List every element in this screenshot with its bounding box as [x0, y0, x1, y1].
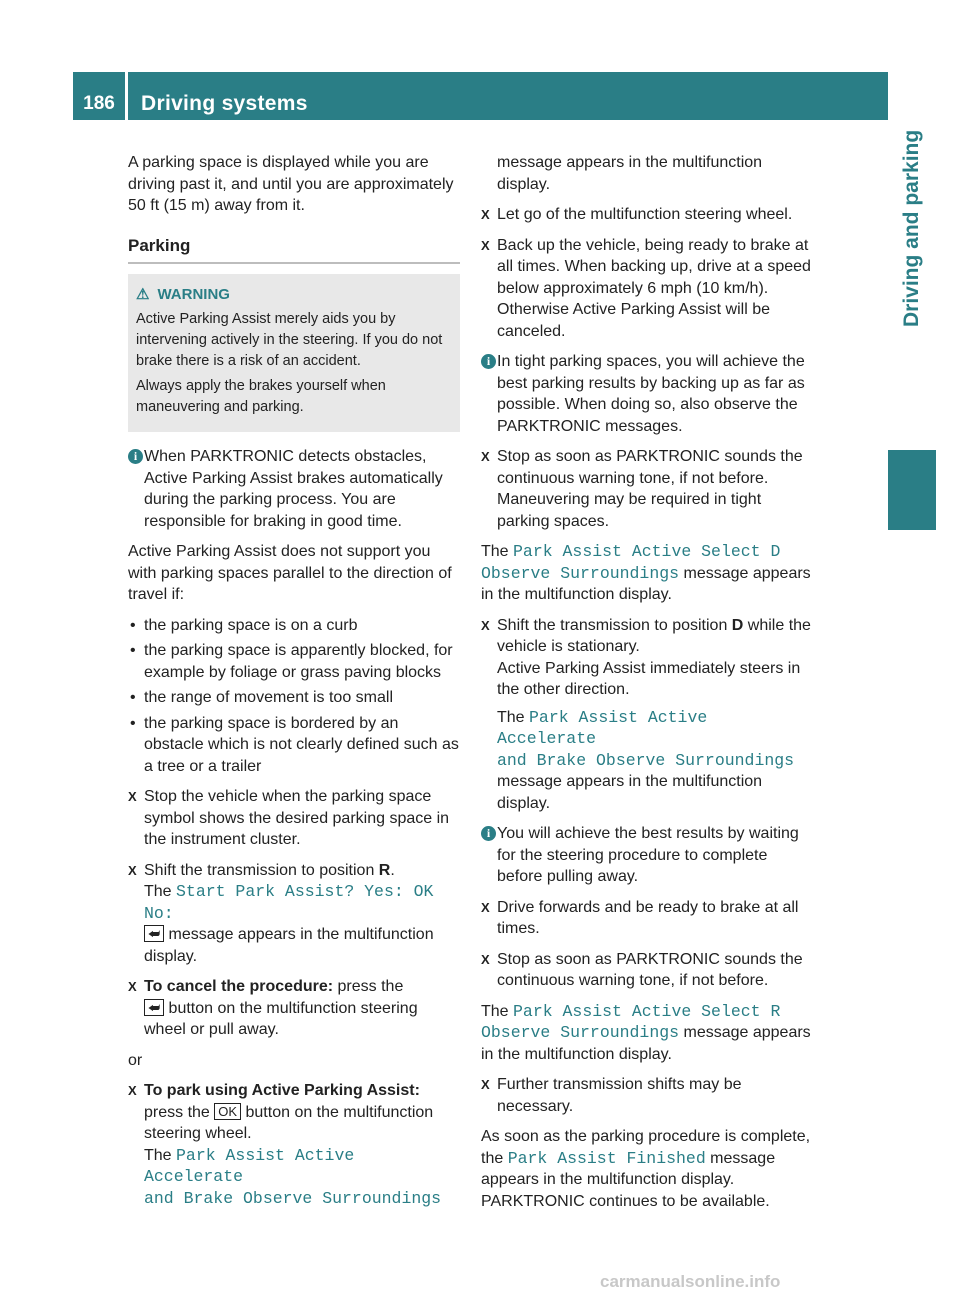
display-message: Park Assist Active Accelerate [144, 1145, 355, 1186]
ok-button-icon: OK [214, 1103, 241, 1120]
left-column [128, 152, 460, 1218]
display-message: Park Assist Active Select D [513, 542, 781, 561]
header-divider [125, 72, 128, 120]
step-stop-1: X Stop as soon as PARKTRONIC sounds the continuous warning tone, if not before. Maneuvering may be required in tight parking spaces. [481, 448, 803, 530]
step-further: X Further transmission shifts may be necessary. [481, 1076, 742, 1115]
warning-box [128, 274, 460, 432]
warning-label: WARNING [157, 286, 230, 303]
display-message: Park Assist Finished [507, 1148, 706, 1168]
step-park: X To park using Active Parking Assist: press the OK button on the multifunction steering wheel. The Park Assist Active Accelerate and Brake Observe Surroundings [128, 1082, 442, 1208]
info-note: i You will achieve the best results by waiting for the steering procedure to complete before pulling away. [481, 823, 814, 888]
step-shift-d: X Shift the transmission to position D while the vehicle is stationary. Active Parking Assist immediately steers in the other direction. The Park Assist Active Accelerate and Brake Observe Surroundings message appears in the multifunction display. [481, 616, 811, 812]
list-item: • the range of movement is too small [128, 687, 460, 709]
arrow-icon: X [481, 899, 490, 915]
list-item: • the parking space is on a curb [128, 615, 460, 637]
step-stop: X Stop the vehicle when the parking space symbol shows the desired parking space in the instrument cluster. [128, 788, 450, 848]
info-note [128, 446, 460, 532]
arrow-icon: X [481, 207, 490, 222]
warning-triangle-icon: ⚠ [136, 286, 150, 303]
bullet-icon: • [130, 689, 136, 706]
arrow-icon: X [128, 979, 137, 994]
info-text: When PARKTRONIC detects obstacles, Active Parking Assist brakes automatically during the parking process. You are responsible for braking in good time. [144, 448, 443, 530]
step-drive: X Drive forwards and be ready to brake at all times. [481, 898, 799, 937]
right-column [481, 152, 814, 1221]
display-message: Observe Surroundings [481, 1023, 680, 1042]
step-let-go: X Let go of the multifunction steering wheel. [481, 204, 814, 226]
page-title: Driving systems [141, 92, 308, 115]
display-message: Observe Surroundings [481, 563, 680, 583]
message-r-para: The Park Assist Active Select R Observe Surroundings message appears in the multifunction display. [481, 1001, 811, 1063]
bullet-icon: • [130, 642, 136, 659]
info-icon: i [481, 826, 496, 841]
display-message: Park Assist Active Accelerate [497, 707, 708, 748]
info-icon: i [481, 354, 496, 369]
watermark: carmanualsonline.info [600, 1272, 781, 1291]
final-para: As soon as the parking procedure is complete, the Park Assist Finished message appears in the multifunction display. PARKTRONIC continues to be available. [481, 1128, 811, 1210]
not-support-text: Active Parking Assist does not support you with parking spaces parallel to the direction of travel if: [128, 543, 452, 603]
step-back-up: X Back up the vehicle, being ready to brake at all times. When backing up, drive at a speed below approximately 6 mph (10 km/h). Otherwise Active Parking Assist will be canceled. [481, 236, 811, 340]
step-shift-r: X Shift the transmission to position R. The Start Park Assist? Yes: OK No: ⮨ message appears in the multifunction display. [128, 861, 434, 965]
info-note: i In tight parking spaces, you will achieve the best parking results by backing up as far as possible. When doing so, also observe the PARKTRONIC messages. [481, 351, 814, 437]
info-icon: i [128, 449, 143, 464]
display-message: Start Park Assist? Yes: OK No: [144, 882, 434, 923]
back-icon: ⮨ [144, 925, 164, 942]
side-tab-box [888, 450, 936, 530]
display-message: and Brake Observe Surroundings [144, 1188, 442, 1208]
arrow-icon: X [481, 449, 490, 464]
or-text: or [128, 1051, 143, 1069]
list-item: • the parking space is bordered by an obstacle which is not clearly defined such as a tree or a trailer [130, 714, 459, 775]
display-message: and Brake Observe Surroundings [497, 750, 795, 770]
arrow-icon: X [128, 1083, 137, 1098]
message-d-para: The Park Assist Active Select D Observe Surroundings message appears in the multifunction display. [481, 542, 811, 603]
warning-text-1: Active Parking Assist merely aids you by intervening actively in the steering. If you do not brake there is a risk of an accident. [136, 311, 443, 369]
list-item: • the parking space is apparently blocked, for example by foliage or grass paving blocks [130, 642, 453, 681]
side-tab-label: Driving and parking [900, 130, 923, 328]
page-number: 186 [83, 93, 115, 114]
arrow-icon: X [481, 951, 490, 967]
arrow-icon: X [481, 237, 490, 253]
intro-text: A parking space is displayed while you are driving past it, and until you are approximately 50 ft (15 m) away from it. [128, 154, 454, 214]
continuation: message appears in the multifunction display. [497, 154, 763, 193]
bullet-icon: • [130, 714, 136, 732]
warning-header [136, 284, 450, 305]
display-message: Park Assist Active Select R [513, 1001, 781, 1021]
warning-text-2: Always apply the brakes yourself when maneuvering and parking. [136, 378, 386, 415]
step-cancel: X To cancel the procedure: press the ⮨ button on the multifunction steering wheel or pull away. [128, 978, 418, 1038]
arrow-icon: X [481, 617, 490, 633]
step-stop-2: X Stop as soon as PARKTRONIC sounds the continuous warning tone, if not before. [481, 950, 803, 989]
bullet-icon: • [130, 616, 136, 634]
back-icon: ⮨ [144, 999, 164, 1016]
arrow-icon: X [481, 1077, 490, 1092]
arrow-icon: X [128, 789, 137, 804]
section-title: Parking [128, 227, 460, 265]
arrow-icon: X [128, 862, 137, 878]
